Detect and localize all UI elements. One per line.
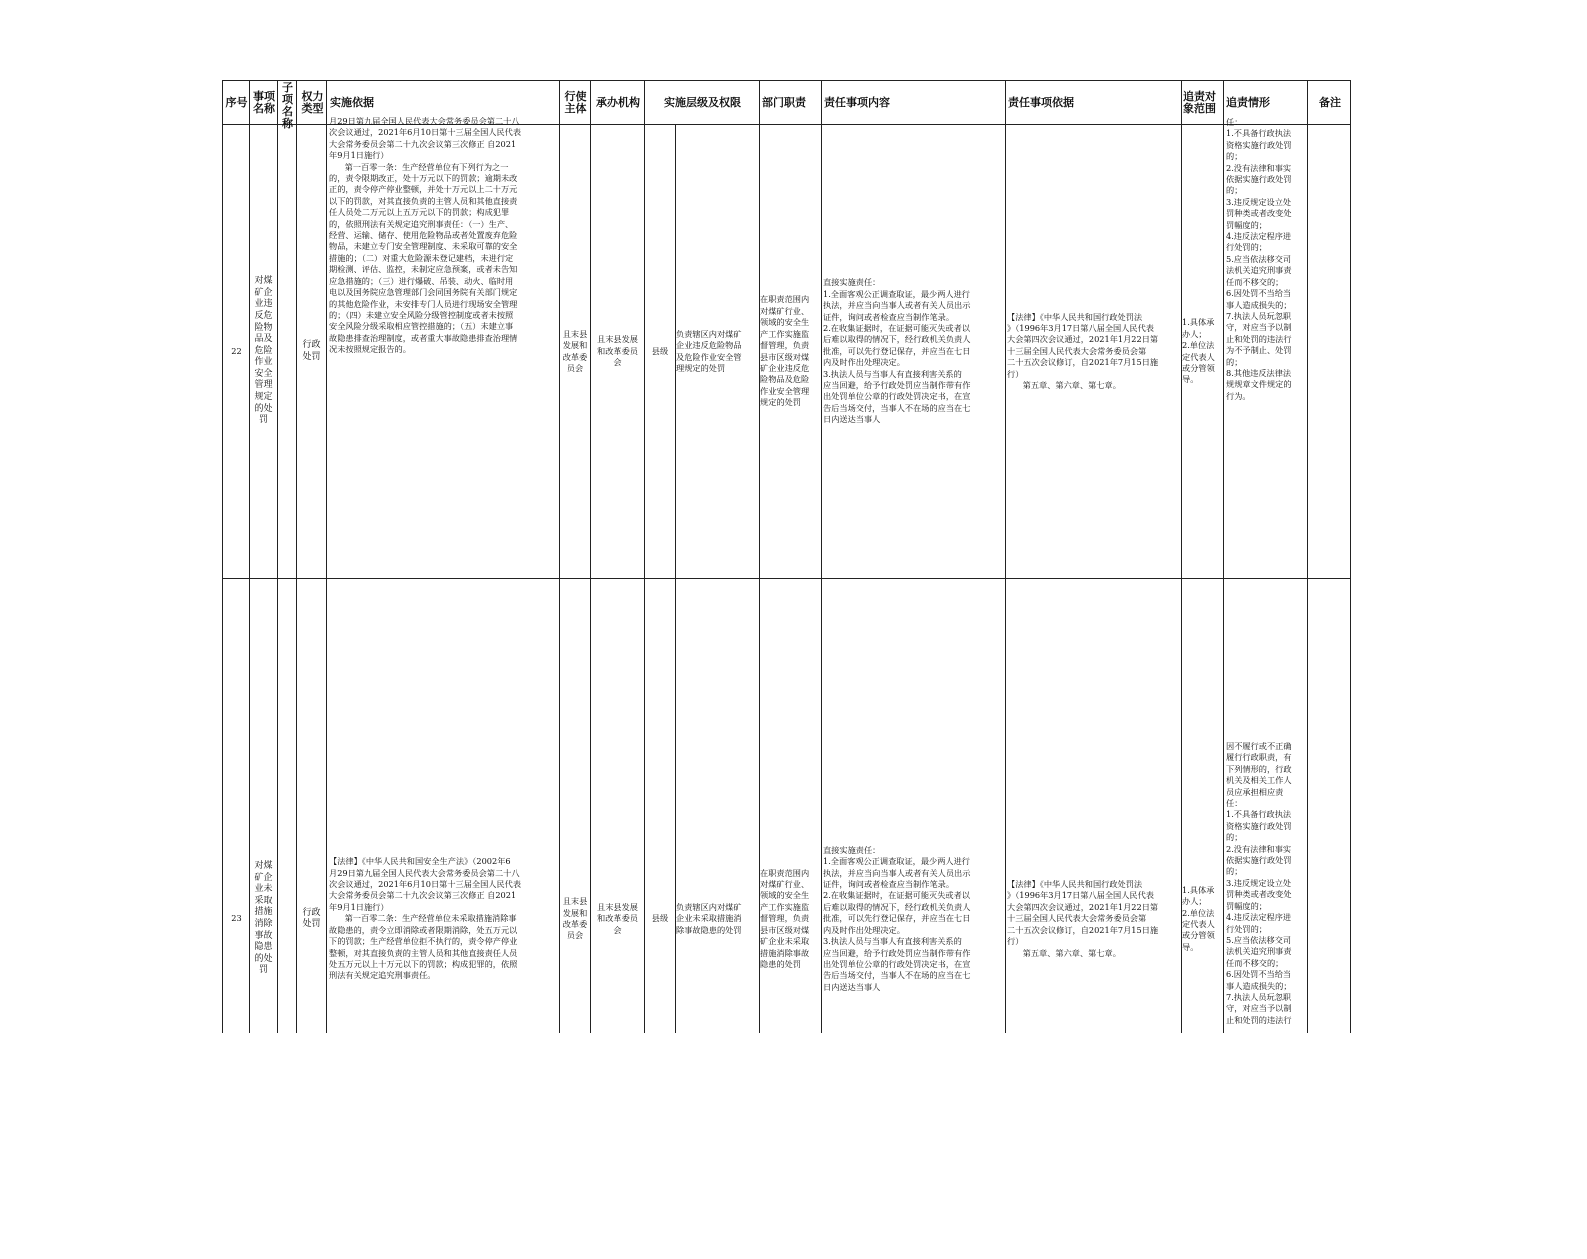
row-power-type: 行政 处罚 [302, 340, 321, 362]
row-subject: 且末县 发展和 改革委 员会 [562, 896, 588, 941]
row-org: 且末县发展 和改革委员 会 [597, 334, 638, 368]
row-duty: 在职责范围内 对煤矿行业、 领域的安全生 产工作实施监 督管理，负责 县市区级对煤 矿企业违反危 险物品及危险 作业安全管理 规定的处罚 [760, 294, 810, 408]
responsibility-table [222, 80, 1351, 1033]
header-sub-item: 子 项 名 称 [282, 81, 293, 130]
row-subject: 且末县 发展和 改革委 员会 [562, 328, 588, 373]
header-resp-basis: 责任事项依据 [1008, 95, 1074, 109]
header-seq: 序号 [225, 95, 248, 109]
header-situation: 追责情形 [1226, 95, 1270, 109]
header-remark: 备注 [1319, 95, 1341, 109]
header-scope: 追责对 象范围 [1183, 89, 1216, 115]
row-level-detail: 负责辖区内对煤矿 企业违反危险物品 及危险作业安全管 理规定的处罚 [676, 328, 742, 373]
row-basis: 【法律】《中华人民共和国安全生产法》（2002年6 月29日第九届全国人民代表大会常务委员会第二十八 次会议通过，2021年6月10日第十三届全国人民代表 大会常务委员会第二十九次会议第三次修正 自2021 年9月1日施行） 第一百零二条：生产经营单位未采取措施消除事 故隐患的，责令立即消除或者限期消除，处五万元以 下的罚款；生产经营单位拒不执行的，责令停产停业 整顿，对其直接负责的主管人员和其他直接责任人员 处五万元以上十万元以下的罚款；构成犯罪的，依照 刑法有关规定追究刑事责任。 [329, 856, 522, 981]
header-level: 实施层级及权限 [664, 95, 741, 109]
row-org: 且末县发展 和改革委员 会 [597, 901, 638, 935]
row-scope: 1.具体承 办人； 2.单位法 定代表人 或分管领 导。 [1182, 884, 1215, 952]
row-seq: 23 [231, 913, 242, 924]
row-level: 县级 [651, 913, 669, 924]
row-resp-content: 直接实施责任： 1.全面客观公正调查取证，最少两人进行 执法，并应当向当事人或者有关人员出示 证件，询问或者检查应当制作笔录。 2.在收集证据时，在证据可能灭失或者以 后难以取得的情况下，经行政机关负责人 批准，可以先行登记保存，并应当在七日 内及时作出处理决定。 3.执法人员与当事人有直接利害关系的 应当回避，给予行政处罚应当制作带有作 出处罚单位公章的行政处罚决定书，在宣 告后当场交付，当事人不在场的应当在七 日内送达当事人 [823, 277, 971, 425]
row-duty: 在职责范围内 对煤矿行业、 领域的安全生 产工作实施监 督管理，负责 县市区级对煤 矿企业未采取 措施消除事故 隐患的处罚 [760, 867, 810, 969]
row-basis: 月29日第九届全国人民代表大会常务委员会第二十八 次会议通过，2021年6月10日第十三届全国人民代表 大会常务委员会第二十九次会议第三次修正 自2021 年9月1日施行） 第一百零一条：生产经营单位有下列行为之一 的，责令限期改正，处十万元以下的罚款；逾期未改 正的，责令停产停业整顿，并处十万元以上二十万元 以下的罚款，对其直接负责的主管人员和其他直接责 任人员处二万元以上五万元以下的罚款；构成犯罪 的，依照刑法有关规定追究刑事责任：（一）生产、 经营、运输、储存、使用危险物品或者处置废弃危险 物品，未建立专门安全管理制度、未采取可靠的安全 措施的；（二）对重大危险源未登记建档，未进行定 期检测、评估、监控，未制定应急预案，或者未告知 应急措施的；（三）进行爆破、吊装、动火、临时用 电以及国务院应急管理部门会同国务院有关部门规定 的其他危险作业，未安排专门人员进行现场安全管理 的；（四）未建立安全风险分级管控制度或者未按照 安全风险分级采取相应管控措施的；（五）未建立事 故隐患排查治理制度，或者重大事故隐患排查治理情 况未按照规定报告的。 [329, 116, 522, 355]
header-item-name: 事项 名称 [253, 89, 275, 115]
header-power-type: 权力 类型 [301, 89, 324, 115]
row-seq: 22 [231, 345, 242, 356]
row-item-name: 对煤 矿企 业未 采取 措施 消除 事故 隐患 的处 罚 [254, 861, 273, 976]
header-duty: 部门职责 [762, 95, 806, 109]
row-situation: 任： 1.不具备行政执法 资格实施行政处罚 的； 2.没有法律和事实 依据实施行政处罚 的； 3.违反规定设立处 罚种类或者改变处 罚幅度的； 4.违反法定程序进 行处罚的； 5.应当依法移交司 法机关追究刑事责 任而不移交的； 6.因处罚不当给当 事人造成损失的； 7.执法人员玩忽职 守，对应当予以制 止和处罚的违法行 为不予制止、处罚 的； 8.其他违反法律法 规规章文件规定的 行为。 [1226, 117, 1292, 401]
row-item-name: 对煤 矿企 业违 反危 险物 品及 危险 作业 安全 管理 规定 的处 罚 [254, 276, 273, 426]
row-level-detail: 负责辖区内对煤矿 企业未采取措施消 除事故隐患的处罚 [676, 901, 742, 935]
row-resp-basis: 【法律】《中华人民共和国行政处罚法 》（1996年3月17日第八届全国人民代表 大会第四次会议通过，2021年1月22日第 十三届全国人民代表大会常务委员会第 二十五次会议修订，自2021年7月15日施 行） 第五章、第六章、第七章。 [1007, 879, 1159, 958]
row-resp-content: 直接实施责任： 1.全面客观公正调查取证，最少两人进行 执法，并应当向当事人或者有关人员出示 证件，询问或者检查应当制作笔录。 2.在收集证据时，在证据可能灭失或者以 后难以取得的情况下，经行政机关负责人 批准，可以先行登记保存，并应当在七日 内及时作出处理决定。 3.执法人员与当事人有直接利害关系的 应当回避，给予行政处罚应当制作带有作 出处罚单位公章的行政处罚决定书，在宣 告后当场交付，当事人不在场的应当在七 日内送达当事人 [823, 844, 971, 992]
row-resp-basis: 【法律】《中华人民共和国行政处罚法 》（1996年3月17日第八届全国人民代表 大会第四次会议通过，2021年1月22日第 十三届全国人民代表大会常务委员会第 二十五次会议修订，自2021年7月15日施 行） 第五章、第六章、第七章。 [1007, 311, 1159, 391]
row-level: 县级 [651, 345, 669, 356]
header-basis: 实施依据 [330, 95, 374, 109]
row-situation: 因不履行或不正确 履行行政职责，有 下列情形的，行政 机关及相关工作人 员应承担相应责 任： 1.不具备行政执法 资格实施行政处罚 的； 2.没有法律和事实 依据实施行政处罚 的； 3.违反规定设立处 罚种类或者改变处 罚幅度的； 4.违反法定程序进 行处罚的； 5.应当依法移交司 法机关追究刑事责 任而不移交的； 6.因处罚不当给当 事人造成损失的； 7.执法人员玩忽职 守，对应当予以制 止和处罚的违法行 [1226, 741, 1292, 1025]
header-org: 承办机构 [596, 95, 640, 109]
header-subject: 行使 主体 [564, 89, 587, 115]
row-power-type: 行政 处罚 [302, 907, 321, 929]
row-scope: 1.具体承 办人； 2.单位法 定代表人 或分管领 导。 [1182, 317, 1215, 385]
header-resp-content: 责任事项内容 [824, 95, 890, 109]
